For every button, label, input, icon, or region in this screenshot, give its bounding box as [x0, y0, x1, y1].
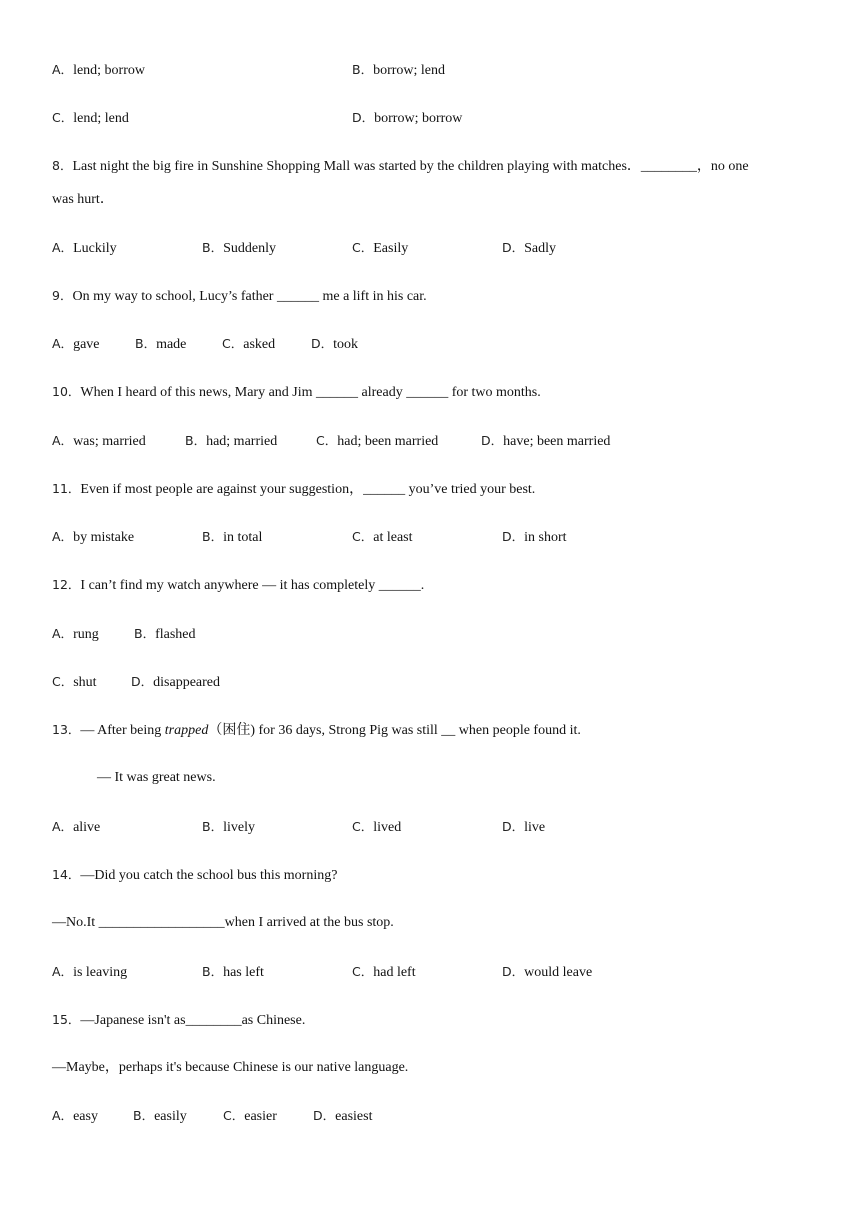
q8-stem: [52, 156, 749, 177]
option-text: was; married: [73, 434, 146, 449]
question-number: 13．: [52, 722, 81, 737]
q11-option-c[interactable]: [352, 527, 413, 548]
option-text: would leave: [524, 965, 593, 980]
option-label: A．: [52, 626, 74, 641]
option-label: B．: [352, 62, 374, 77]
q10-stem: [52, 382, 541, 403]
option-label: C．: [352, 529, 374, 544]
q11-option-b[interactable]: [202, 527, 262, 548]
q14-option-a[interactable]: [52, 962, 127, 983]
option-text: borrow; lend: [373, 63, 446, 78]
option-text: had; been married: [337, 434, 439, 449]
q14-option-d[interactable]: [502, 962, 592, 983]
q11-option-a[interactable]: [52, 527, 134, 548]
q12-option-c[interactable]: [52, 672, 97, 693]
option-text: easiest: [335, 1109, 373, 1124]
option-text: alive: [73, 820, 101, 835]
question-text: was hurt．: [52, 192, 114, 207]
q13-stem: [52, 720, 581, 741]
q12-stem: [52, 575, 424, 596]
option-label: B．: [185, 433, 207, 448]
option-label: A．: [52, 964, 74, 979]
option-text: by mistake: [73, 530, 135, 545]
q11-stem: [52, 479, 535, 500]
option-label: C．: [352, 240, 374, 255]
q15-option-a[interactable]: [52, 1106, 98, 1127]
q8-stem-cont: [52, 190, 114, 210]
option-text: Suddenly: [223, 241, 276, 256]
option-label: B．: [202, 964, 224, 979]
q14-option-c[interactable]: [352, 962, 416, 983]
q9-option-d[interactable]: [311, 334, 358, 355]
option-text: lived: [373, 820, 402, 835]
question-number: 15．: [52, 1012, 81, 1027]
q9-option-b[interactable]: [135, 334, 186, 355]
question-number: 8．: [52, 158, 73, 173]
option-label: C．: [316, 433, 338, 448]
q12-option-a[interactable]: [52, 624, 99, 645]
option-text: lend; borrow: [73, 63, 145, 78]
option-label: C．: [352, 819, 374, 834]
q9-option-c[interactable]: [222, 334, 275, 355]
option-text: easy: [73, 1109, 98, 1124]
option-text: in total: [223, 530, 263, 545]
q14-stem: [52, 865, 337, 886]
option-label: A．: [52, 240, 74, 255]
question-text: I can’t find my watch anywhere — it has completely ______.: [80, 578, 425, 593]
question-number: 14．: [52, 867, 81, 882]
option-label: D．: [313, 1108, 336, 1123]
option-label: D．: [481, 433, 504, 448]
q15-stem: [52, 1010, 305, 1031]
question-text: Last night the big fire in Sunshine Shopping Mall was started by the children playing with matches．________，no one: [72, 159, 749, 174]
option-label: D．: [131, 674, 154, 689]
option-label: C．: [352, 964, 374, 979]
option-label: D．: [502, 964, 525, 979]
option-label: C．: [223, 1108, 245, 1123]
q7-option-c[interactable]: [52, 108, 129, 129]
option-text: easier: [244, 1109, 277, 1124]
option-text: had left: [373, 965, 416, 980]
option-label: C．: [52, 674, 74, 689]
option-text: borrow; borrow: [374, 111, 463, 126]
option-text: at least: [373, 530, 413, 545]
option-label: C．: [222, 336, 244, 351]
option-text: lively: [223, 820, 255, 835]
option-label: D．: [502, 529, 525, 544]
q15-option-c[interactable]: [223, 1106, 277, 1127]
option-label: B．: [133, 1108, 155, 1123]
q15-option-b[interactable]: [133, 1106, 187, 1127]
q13-option-c[interactable]: [352, 817, 401, 838]
question-text: On my way to school, Lucy’s father ______ me a lift in his car.: [72, 289, 427, 304]
option-text: Sadly: [524, 241, 557, 256]
option-label: B．: [202, 819, 224, 834]
q14-reply: —No.It __________________when I arrived at the bus stop.: [52, 915, 394, 930]
q7-option-a[interactable]: [52, 60, 145, 81]
option-text: had; married: [206, 434, 278, 449]
q10-option-c[interactable]: [316, 431, 438, 452]
option-label: A．: [52, 1108, 74, 1123]
question-text: —Did you catch the school bus this morning?: [80, 868, 338, 883]
q7-option-b[interactable]: [352, 60, 445, 81]
italic-word: trapped: [164, 723, 209, 738]
option-text: rung: [73, 627, 99, 642]
q7-option-d[interactable]: [352, 108, 462, 129]
option-text: made: [156, 337, 187, 352]
option-label: B．: [202, 240, 224, 255]
q8-option-a[interactable]: [52, 238, 117, 259]
option-text: shut: [73, 675, 97, 690]
option-label: A．: [52, 62, 74, 77]
question-text-cont: （困住) for 36 days, Strong Pig was still __ when people found it.: [208, 723, 581, 738]
option-text: gave: [73, 337, 100, 352]
q15-reply: —Maybe，perhaps it's because Chinese is our native language.: [52, 1060, 409, 1075]
option-label: B．: [202, 529, 224, 544]
q12-option-b[interactable]: [134, 624, 196, 645]
option-label: D．: [502, 819, 525, 834]
q13-reply: — It was great news.: [97, 770, 216, 785]
option-text: Luckily: [73, 241, 117, 256]
q13-option-b[interactable]: [202, 817, 255, 838]
option-label: B．: [135, 336, 157, 351]
option-text: flashed: [155, 627, 196, 642]
option-text: in short: [524, 530, 567, 545]
option-label: A．: [52, 529, 74, 544]
option-text: asked: [243, 337, 276, 352]
option-label: B．: [134, 626, 156, 641]
option-label: D．: [502, 240, 525, 255]
option-text: Easily: [373, 241, 409, 256]
question-number: 12．: [52, 577, 81, 592]
question-text: When I heard of this news, Mary and Jim ______ already ______ for two months.: [80, 385, 541, 400]
option-text: took: [333, 337, 359, 352]
option-label: D．: [311, 336, 334, 351]
option-label: A．: [52, 819, 74, 834]
q9-option-a[interactable]: [52, 334, 100, 355]
option-text: easily: [154, 1109, 187, 1124]
question-text: Even if most people are against your suggestion，______ you’ve tried your best.: [80, 482, 536, 497]
option-text: has left: [223, 965, 264, 980]
q13-option-d[interactable]: [502, 817, 545, 838]
q8-option-d[interactable]: [502, 238, 556, 259]
q13-option-a[interactable]: [52, 817, 100, 838]
q14-option-b[interactable]: [202, 962, 264, 983]
q11-option-d[interactable]: [502, 527, 567, 548]
question-number: 11．: [52, 481, 81, 496]
q12-option-d[interactable]: [131, 672, 220, 693]
option-label: A．: [52, 336, 74, 351]
question-text: — After being: [80, 723, 165, 738]
question-number: 9．: [52, 288, 73, 303]
q8-option-c[interactable]: [352, 238, 408, 259]
question-number: 10．: [52, 384, 81, 399]
q8-option-b[interactable]: [202, 238, 276, 259]
q10-option-b[interactable]: [185, 431, 277, 452]
option-label: D．: [352, 110, 375, 125]
option-text: lend; lend: [73, 111, 129, 126]
option-text: live: [524, 820, 546, 835]
q10-option-d[interactable]: [481, 431, 610, 452]
q9-stem: [52, 286, 427, 307]
option-label: A．: [52, 433, 74, 448]
q15-option-d[interactable]: [313, 1106, 372, 1127]
q10-option-a[interactable]: [52, 431, 146, 452]
option-text: is leaving: [73, 965, 128, 980]
question-text: —Japanese isn't as________as Chinese.: [80, 1013, 306, 1028]
option-text: have; been married: [503, 434, 611, 449]
option-text: disappeared: [153, 675, 220, 690]
option-label: C．: [52, 110, 74, 125]
